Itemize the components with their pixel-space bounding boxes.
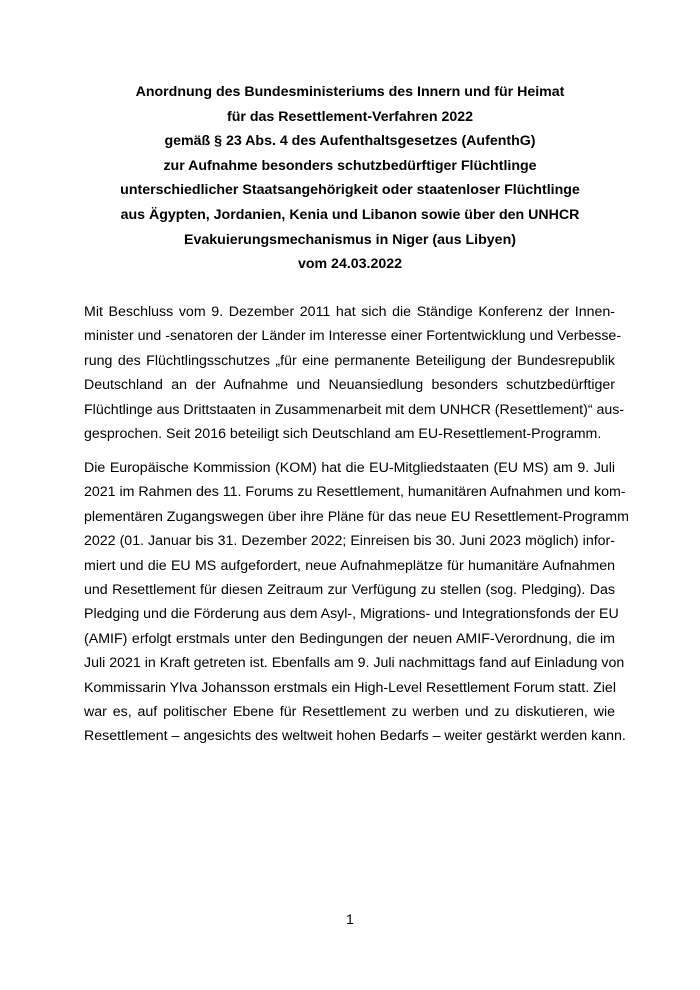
paragraph-line: minister und -senatoren der Länder im Interesse einer Fortentwicklung und Verbesse- [84, 328, 622, 345]
title-line: zur Aufnahme besonders schutzbedürftiger Flüchtlinge [163, 157, 537, 174]
title-line: für das Resettlement-Verfahren 2022 [226, 108, 473, 125]
paragraph-line: 2021 im Rahmen des 11. Forums zu Resettlement, humanitären Aufnahmen und kom- [84, 484, 626, 501]
title-line: vom 24.03.2022 [297, 256, 403, 273]
paragraph-line: miert und die EU MS aufgefordert, neue Aufnahmeplätze für humanitäre Aufnahmen [84, 557, 615, 574]
title-line: Evakuierungsmechanismus in Niger (aus Libyen) [184, 231, 516, 248]
title-line: aus Ägypten, Jordanien, Kenia und Libanon sowie über den UNHCR [120, 206, 580, 223]
title-line: gemäß § 23 Abs. 4 des Aufenthaltsgesetzes (AufenthG) [164, 133, 536, 150]
paragraph-line: Juli 2021 in Kraft getreten ist. Ebenfalls am 9. Juli nachmittags fand auf Einladung von [84, 655, 625, 672]
paragraph-line: Die Europäische Kommission (KOM) hat die EU-Mitgliedstaaten (EU MS) am 9. Juli [84, 460, 615, 476]
title-line: unterschiedlicher Staatsangehörigkeit oder staatenloser Flüchtlinge [120, 182, 580, 199]
paragraph-line: und Resettlement für diesen Zeitraum zur Verfügung zu stellen (sog. Pledging). Das [84, 581, 615, 598]
paragraph-line: Resettlement – angesichts des weltweit hohen Bedarfs – weiter gestärkt werden kann. [84, 728, 626, 745]
paragraph-line: Pledging und die Förderung aus dem Asyl-, Migrations- und Integrationsfonds der EU [84, 606, 619, 623]
document-title [82, 80, 618, 277]
paragraph-line: 2022 (01. Januar bis 31. Dezember 2022; Einreisen bis 30. Juni 2023 möglich) infor- [84, 533, 615, 550]
paragraph-1 [84, 300, 625, 446]
paragraph-line: rung des Flüchtlingsschutzes „für eine permanente Beteiligung der Bundesrepublik [84, 352, 615, 369]
paragraph-line: Mit Beschluss vom 9. Dezember 2011 hat sich die Ständige Konferenz der Innen- [84, 304, 615, 320]
page-number: 1 [346, 912, 354, 928]
paragraph-line: war es, auf politischer Ebene für Resettlement zu werben und zu diskutieren, wie [84, 703, 615, 720]
paragraph-line: (AMIF) erfolgt erstmals unter den Bedingungen der neuen AMIF-Verordnung, die im [84, 630, 615, 647]
title-line: Anordnung des Bundesministeriums des Innern und für Heimat [135, 84, 565, 100]
paragraph-line: Deutschland an der Aufnahme und Neuansiedlung besonders schutzbedürftiger [84, 377, 615, 394]
paragraph-line: gesprochen. Seit 2016 beteiligt sich Deutschland am EU-Resettlement-Programm. [84, 425, 602, 442]
paragraph-line: Kommissarin Ylva Johansson erstmals ein High-Level Resettlement Forum statt. Ziel [84, 679, 616, 696]
paragraph-line: plementären Zugangswegen über ihre Pläne für das neue EU Resettlement-Programm [84, 508, 629, 525]
paragraph-2 [84, 456, 629, 749]
paragraph-line: Flüchtlinge aus Drittstaaten in Zusammenarbeit mit dem UNHCR (Resettlement)“ aus- [84, 401, 625, 418]
